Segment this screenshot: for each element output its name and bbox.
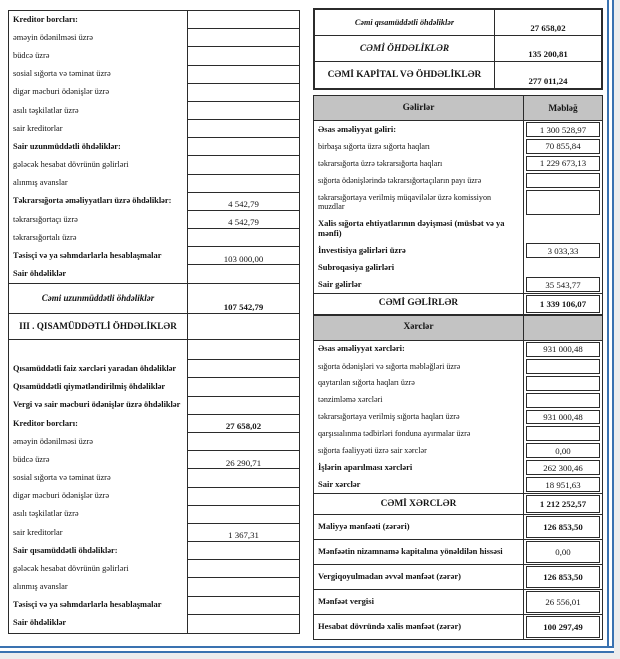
table-row: [9, 120, 299, 138]
row-label: Sair öhdəliklər: [9, 265, 187, 283]
value-box: 1 300 528,97: [526, 122, 600, 137]
value-cell: [187, 615, 299, 633]
value-cell: [187, 542, 299, 560]
value-cell: [187, 578, 299, 596]
row-label: sığorta ödənişləri və sığorta məbləğləri üzrə: [314, 358, 524, 375]
value-cell: 4 542,79: [187, 211, 299, 229]
row-label: Mənfəətin nizamnamə kapitalına yönəldilən hissəsi: [314, 540, 524, 564]
table-row: [9, 397, 299, 415]
value-cell: [524, 392, 602, 409]
table-row: [9, 451, 299, 469]
row-label: Xərclər: [314, 316, 524, 340]
row-label: qaytarılan sığorta haqları üzrə: [314, 375, 524, 392]
row-label: sosial sığorta və təminat üzrə: [13, 69, 111, 79]
row-label: Kreditor borcları:: [13, 418, 78, 428]
value-cell: [524, 590, 602, 614]
row-label: Kreditor borcları:: [13, 14, 78, 24]
value-box: [526, 426, 600, 441]
value-cell: [524, 358, 602, 375]
value-cell: [187, 378, 299, 396]
totals-summary-table: [313, 8, 603, 90]
row-label: asılı təşkilatlar üzrə: [13, 105, 79, 115]
table-row: [9, 247, 299, 265]
row-label: CƏMİ ÖHDƏLİKLƏR: [315, 36, 495, 61]
row-label: birbaşa sığorta üzrə sığorta haqları: [314, 138, 524, 155]
row-label: Maliyyə mənfəəti (zərəri): [314, 515, 524, 539]
row-label: Vergiqoyulmadan əvvəl mənfəət (zərər): [314, 565, 524, 589]
table-row: [314, 476, 602, 493]
table-row: [9, 84, 299, 102]
table-row: [9, 597, 299, 615]
table-row: [315, 62, 601, 88]
table-row: [314, 425, 602, 442]
value-cell: [187, 397, 299, 415]
value-box: 0,00: [526, 443, 600, 458]
value-cell: [524, 476, 602, 493]
value-cell: [524, 459, 602, 476]
value-cell: [187, 433, 299, 451]
value-cell: [187, 597, 299, 615]
row-label: [9, 340, 187, 360]
row-label: digər məcburi ödənişlər üzrə: [13, 87, 110, 97]
table-row: [314, 615, 602, 639]
value-box: 100 297,49: [526, 616, 600, 638]
row-label: sığorta fəaliyyəti üzrə sair xərclər: [314, 442, 524, 459]
row-label: sair kreditorlar: [13, 123, 63, 133]
table-row: [314, 375, 602, 392]
value-cell: [524, 316, 602, 340]
value-cell: [187, 360, 299, 378]
value-cell: 135 200,81: [528, 49, 568, 59]
row-label: Cəmi uzunmüddətli öhdəliklər: [9, 284, 187, 314]
row-label: Cəmi qısamüddətli öhdəliklər: [315, 10, 495, 35]
row-label: təkrarsığortalı üzrə: [13, 232, 77, 242]
outside-page-area-right: [614, 0, 620, 659]
row-label: Əsas əməliyyat gəliri:: [314, 121, 524, 138]
value-cell: [524, 138, 602, 155]
row-label: təkrarsığortaya verilmiş sığorta haqları üzrə: [314, 409, 524, 426]
row-label: Sair uzunmüddətli öhdəliklər:: [13, 141, 121, 151]
value-cell: [187, 314, 299, 340]
table-row: [314, 189, 602, 216]
table-row: [314, 515, 602, 540]
table-row: [9, 615, 299, 633]
table-row: [9, 265, 299, 283]
value-cell: [187, 156, 299, 174]
page-break-border-right: [607, 0, 614, 653]
table-row: [314, 293, 602, 315]
value-cell: [187, 175, 299, 193]
row-label: qarşısıalınma tədbirləri fonduna ayırmalar üzrə: [314, 425, 524, 442]
table-row: [9, 378, 299, 396]
table-row: [314, 96, 602, 121]
row-label: Hesabat dövründə xalis mənfəət (zərər): [314, 615, 524, 639]
value-cell: 107 542,79: [187, 284, 299, 314]
table-row: [9, 284, 299, 314]
table-row: [314, 540, 602, 565]
value-cell: [524, 189, 602, 216]
value-cell: [524, 615, 602, 639]
table-row: [9, 560, 299, 578]
table-row: [9, 175, 299, 193]
table-row: [9, 193, 299, 211]
value-cell: [187, 488, 299, 506]
row-label: sosial sığorta və təminat üzrə: [13, 473, 111, 483]
value-cell: [524, 540, 602, 564]
row-label: Sair qısamüddətli öhdəliklər:: [13, 545, 118, 555]
value-cell: [187, 47, 299, 65]
table-row: [9, 488, 299, 506]
row-label: Təsisçi və ya səhmdarlarla hesablaşmalar: [13, 250, 162, 260]
table-row: [314, 315, 602, 341]
table-row: [9, 102, 299, 120]
value-cell: [524, 242, 602, 259]
value-box: 1 229 673,13: [526, 156, 600, 171]
value-cell: [187, 120, 299, 138]
page-break-border-bottom: [0, 646, 614, 653]
row-label: CƏMİ KAPİTAL VƏ ÖHDƏLİKLƏR: [315, 62, 495, 88]
row-label: alınmış avanslar: [13, 178, 68, 188]
value-cell: [524, 276, 602, 293]
table-row: [314, 155, 602, 172]
value-cell: [524, 515, 602, 539]
row-label: asılı təşkilatlar üzrə: [13, 509, 79, 519]
table-row: [9, 11, 299, 29]
value-cell: [524, 294, 602, 314]
table-row: [9, 469, 299, 487]
value-cell: [187, 506, 299, 524]
value-cell: [187, 340, 299, 360]
value-box: 126 853,50: [526, 516, 600, 538]
row-label: Təsisçi və ya səhmdarlarla hesablaşmalar: [13, 600, 162, 610]
row-label: alınmış avanslar: [13, 582, 68, 592]
value-cell: [524, 442, 602, 459]
value-cell: [187, 469, 299, 487]
row-label: Sair gəlirlər: [314, 276, 524, 293]
table-row: [9, 415, 299, 433]
table-row: [9, 211, 299, 229]
value-cell: [524, 155, 602, 172]
row-label: Qısamüddətli qiymətləndirilmiş öhdəliklər: [13, 382, 166, 392]
value-box: 35 543,77: [526, 277, 600, 292]
table-row: [9, 578, 299, 596]
row-label: təkrarsığortaçı üzrə: [13, 214, 78, 224]
row-label: Sair xərclər: [314, 476, 524, 493]
table-row: [314, 259, 602, 276]
table-row: [9, 524, 299, 542]
value-box: 70 855,84: [526, 139, 600, 154]
value-cell: [187, 560, 299, 578]
value-box: [526, 393, 600, 408]
table-row: [9, 542, 299, 560]
row-label: digər məcburi ödənişlər üzrə: [13, 491, 110, 501]
row-label: əməyin ödənilməsi üzrə: [13, 32, 94, 42]
table-row: [314, 459, 602, 476]
value-cell: [524, 96, 602, 120]
value-box: 3 033,33: [526, 243, 600, 258]
table-row: [9, 29, 299, 47]
value-cell: [524, 216, 602, 243]
table-row: [314, 565, 602, 590]
value-box: [526, 376, 600, 391]
value-cell: 1 367,31: [187, 524, 299, 542]
table-row: [314, 242, 602, 259]
table-row: [9, 340, 299, 360]
row-label: büdcə üzrə: [13, 454, 50, 464]
value-box: [526, 359, 600, 374]
value-cell: [524, 425, 602, 442]
row-label: Subroqasiya gəlirləri: [314, 259, 524, 276]
value-cell: [524, 409, 602, 426]
table-row: [314, 216, 602, 243]
row-label: III . QISAMÜDDƏTLİ ÖHDƏLİKLƏR: [9, 314, 187, 340]
value-cell: [524, 341, 602, 358]
table-row: [315, 10, 601, 36]
value-box: 1 212 252,57: [526, 495, 600, 513]
value-cell: 277 011,24: [528, 76, 568, 86]
value-box: 931 000,48: [526, 410, 600, 425]
row-label: Təkrarsığorta əməliyyatları üzrə öhdəliklər:: [13, 196, 172, 206]
value-cell: [524, 172, 602, 189]
value-cell: [187, 84, 299, 102]
row-label: Qısamüddətli faiz xərcləri yaradan öhdəliklər: [13, 363, 177, 373]
row-label: Gəlirlər: [314, 96, 524, 120]
value-box: 1 339 106,07: [526, 295, 600, 313]
value-cell: [187, 66, 299, 84]
row-label: İşlərin aparılması xərcləri: [314, 459, 524, 476]
value-cell: 103 000,00: [187, 247, 299, 265]
table-row: [9, 360, 299, 378]
row-label: Vergi və sair məcburi ödənişlər üzrə öhdəliklər: [13, 400, 181, 410]
table-row: [9, 506, 299, 524]
value-box: 26 556,01: [526, 591, 600, 613]
value-box: 18 951,63: [526, 477, 600, 492]
income-expenses-table: [313, 95, 603, 640]
table-row: [314, 276, 602, 293]
table-row: [9, 156, 299, 174]
value-box: [526, 173, 600, 188]
value-box: [526, 190, 600, 215]
table-row: [314, 341, 602, 358]
row-label: gələcək hesabat dövrünün gəlirləri: [13, 160, 129, 170]
value-cell: 27 658,02: [530, 23, 566, 33]
value-cell: 4 542,79: [187, 193, 299, 211]
row-label: Mənfəət vergisi: [314, 590, 524, 614]
table-row: [9, 138, 299, 156]
table-row: [9, 433, 299, 451]
table-row: [314, 172, 602, 189]
value-box: 126 853,50: [526, 566, 600, 588]
value-box: 0,00: [526, 541, 600, 563]
row-label: təkrarsığorta üzrə təkrarsığorta haqları: [314, 155, 524, 172]
value-cell: [187, 265, 299, 283]
table-row: [314, 358, 602, 375]
row-label: İnvestisiya gəlirləri üzrə: [314, 242, 524, 259]
row-label: CƏMİ GƏLİRLƏR: [314, 294, 524, 314]
row-label: gələcək hesabat dövrünün gəlirləri: [13, 563, 129, 573]
value-cell: 26 290,71: [187, 451, 299, 469]
row-label: Sair öhdəliklər: [13, 618, 67, 628]
value-cell: [524, 121, 602, 138]
value-cell: [187, 11, 299, 29]
liabilities-detail-table: [8, 10, 300, 634]
value-cell: [187, 29, 299, 47]
row-label: Xalis sığorta ehtiyatlarının dəyişməsi (müsbət və ya mənfi): [314, 216, 524, 243]
value-cell: [187, 138, 299, 156]
row-label: Əsas əməliyyat xərcləri:: [314, 341, 524, 358]
outside-page-area-bottom: [0, 653, 620, 659]
table-row: [9, 229, 299, 247]
row-label: tənzimləmə xərcləri: [314, 392, 524, 409]
table-row: [9, 47, 299, 65]
table-row: [315, 36, 601, 62]
row-label: əməyin ödənilməsi üzrə: [13, 436, 94, 446]
table-row: [9, 66, 299, 84]
table-row: [314, 138, 602, 155]
table-row: [9, 314, 299, 340]
column-header-label: Məbləğ: [548, 103, 578, 114]
row-label: təkrarsığortaya verilmiş müqavilələr üzrə komissiyon muzdlar: [314, 189, 524, 216]
row-label: sair kreditorlar: [13, 527, 63, 537]
value-cell: [187, 102, 299, 120]
table-row: [314, 392, 602, 409]
value-cell: [524, 375, 602, 392]
value-box: 931 000,48: [526, 342, 600, 357]
value-cell: 27 658,02: [187, 415, 299, 433]
value-cell: [524, 565, 602, 589]
row-label: büdcə üzrə: [13, 51, 50, 61]
row-label: sığorta ödənişlərində təkrarsığortaçıların payı üzrə: [314, 172, 524, 189]
table-row: [314, 493, 602, 515]
table-row: [314, 121, 602, 138]
value-box: 262 300,46: [526, 460, 600, 475]
table-row: [314, 590, 602, 615]
table-row: [314, 409, 602, 426]
row-label: CƏMİ XƏRCLƏR: [314, 494, 524, 514]
value-cell: [524, 259, 602, 276]
value-cell: [524, 494, 602, 514]
table-row: [314, 442, 602, 459]
value-cell: [187, 229, 299, 247]
